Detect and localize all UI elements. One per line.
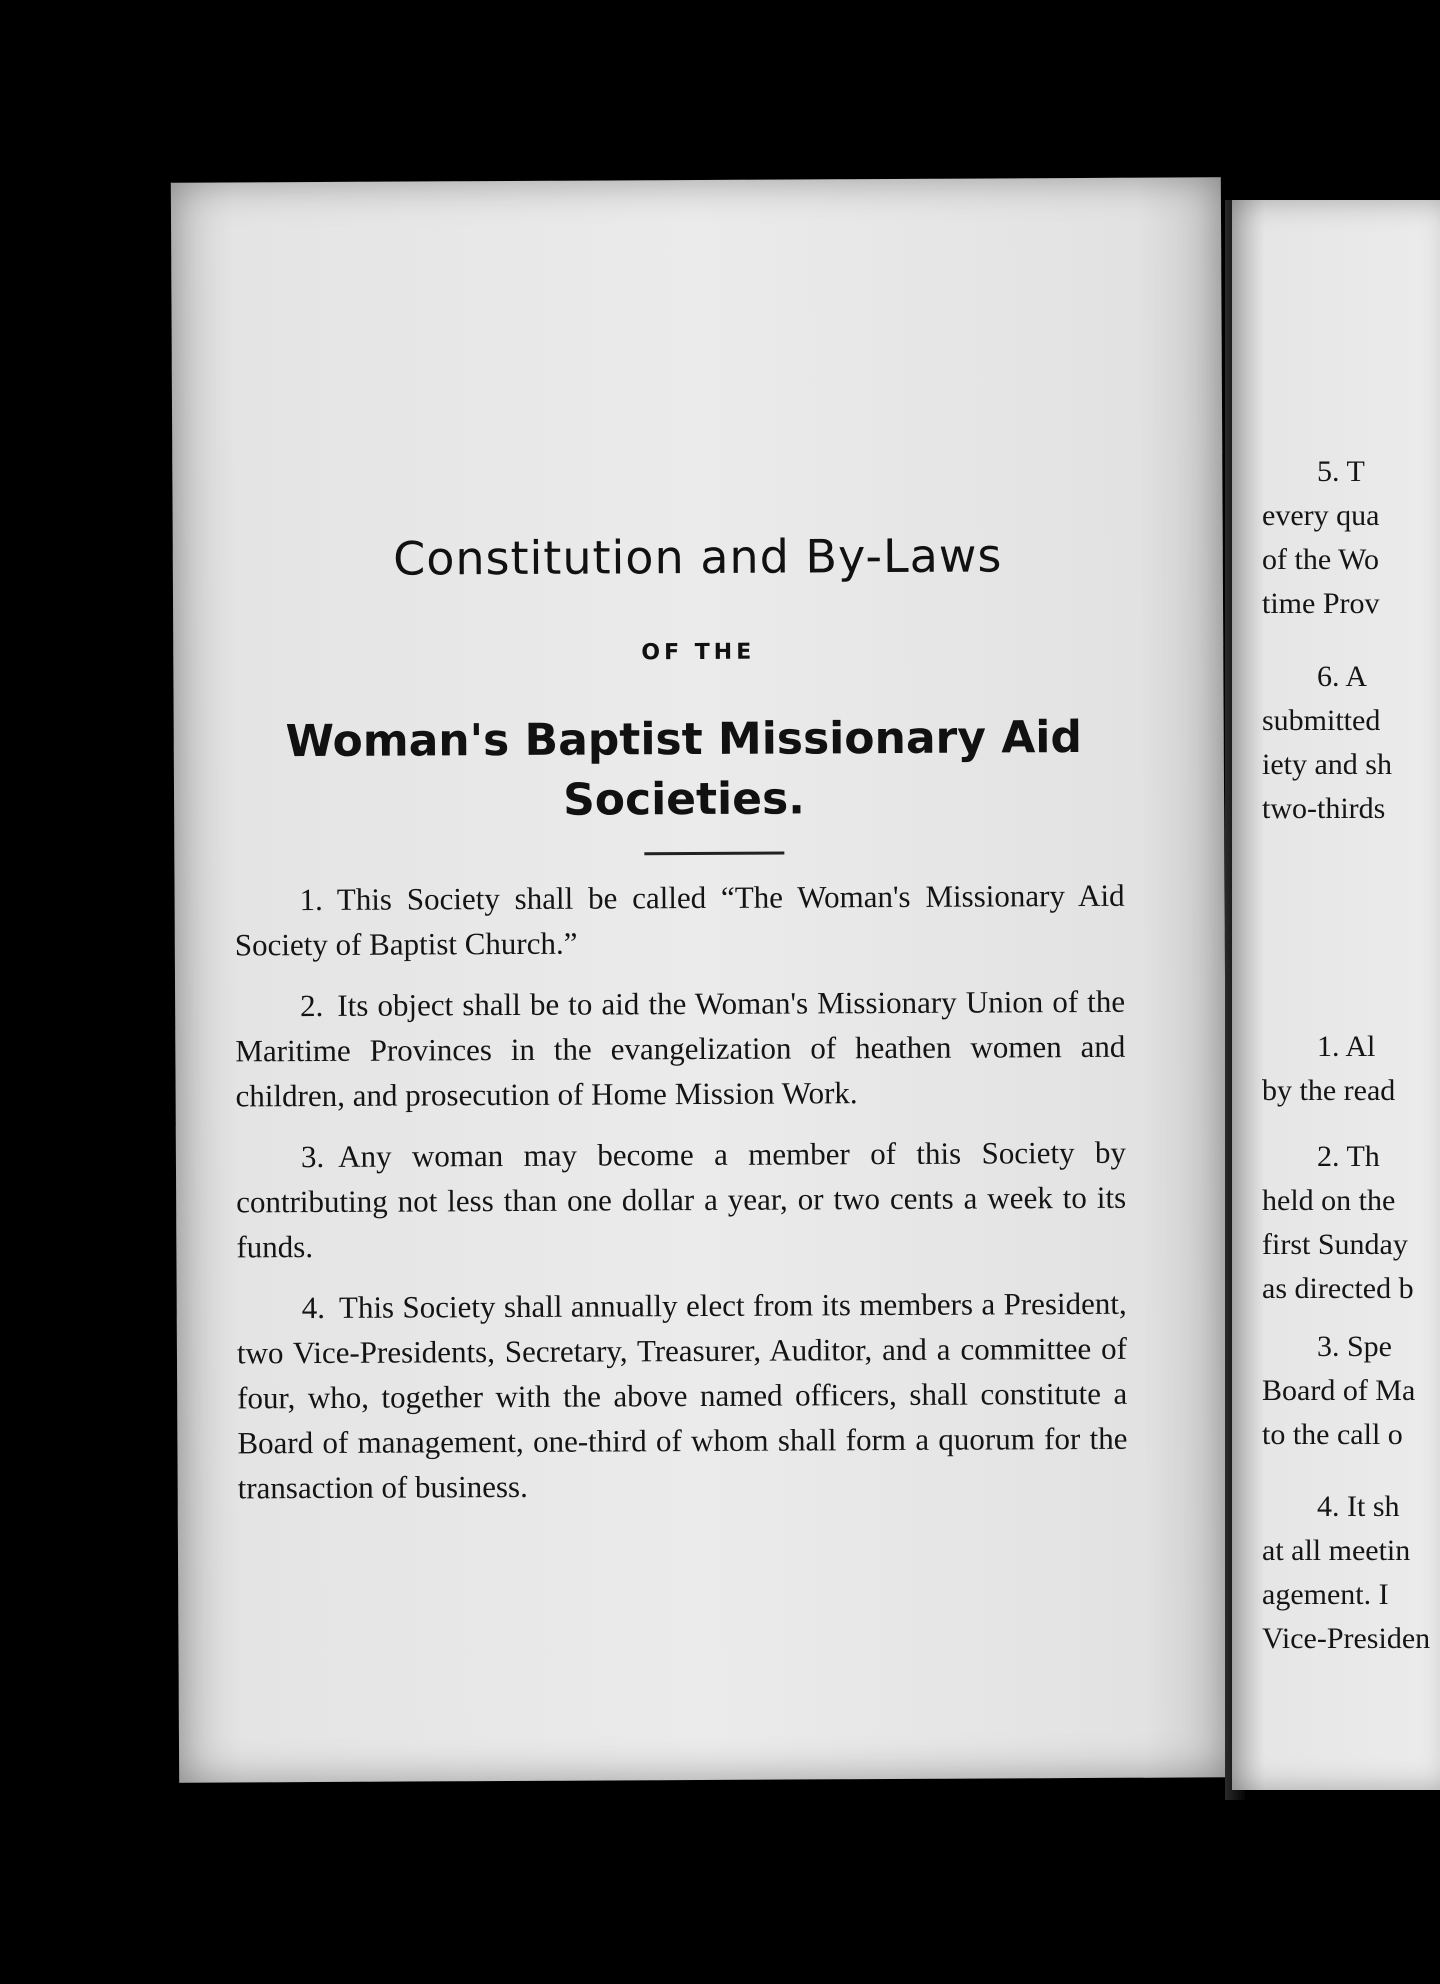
- right-block-5: [1262, 1325, 1415, 1457]
- article-number: 1.: [299, 881, 323, 918]
- divider-rule: [644, 852, 784, 856]
- articles: [234, 873, 1127, 1527]
- document-subtitle: OF THE: [641, 639, 756, 666]
- text-line: agement. I: [1262, 1578, 1389, 1611]
- right-block-3: [1262, 1025, 1395, 1113]
- right-block-1: [1262, 450, 1380, 626]
- right-page-fragment: [1232, 200, 1440, 1790]
- left-page: [171, 177, 1229, 1782]
- text-line: 3. Spe: [1317, 1330, 1392, 1363]
- text-line: 1. Al: [1317, 1030, 1376, 1063]
- text-line: Vice-Presiden: [1262, 1622, 1431, 1655]
- article-text: This Society shall be called “The Woman's Missionary Aid Society of Baptist Church.”: [234, 877, 1125, 963]
- text-line: as directed b: [1262, 1272, 1414, 1305]
- organization-name: Woman's Baptist Missionary Aid Societies.: [285, 711, 1083, 826]
- text-line: 2. Th: [1317, 1140, 1380, 1173]
- document-title: Constitution and By-Laws: [393, 528, 1003, 586]
- article-text: This Society shall annually elect from its members a President, two Vice-Presidents, Secretary, Treasurer, Auditor, and a committee of four, who, together with the above named officers, shall constitute a Board of management, one-third of whom shall form a quorum for the transaction of business.: [236, 1285, 1128, 1506]
- article-2: [235, 979, 1126, 1119]
- right-block-2: [1262, 655, 1392, 831]
- text-line: every qua: [1262, 499, 1380, 532]
- text-line: 6. A: [1317, 660, 1368, 693]
- text-line: held on the: [1262, 1184, 1396, 1217]
- article-number: 2.: [300, 987, 324, 1024]
- article-number: 4.: [301, 1289, 326, 1326]
- article-1: [234, 873, 1124, 968]
- right-block-4: [1262, 1135, 1414, 1311]
- text-line: two-thirds: [1262, 792, 1386, 825]
- text-line: iety and sh: [1262, 748, 1392, 781]
- text-line: by the read: [1262, 1074, 1396, 1107]
- right-block-6: [1262, 1485, 1430, 1661]
- article-number: 3.: [300, 1138, 325, 1175]
- text-line: 5. T: [1317, 455, 1365, 488]
- text-line: at all meetin: [1262, 1534, 1411, 1567]
- text-line: submitted: [1262, 704, 1381, 737]
- text-line: time Prov: [1262, 587, 1380, 620]
- text-line: first Sunday: [1262, 1228, 1408, 1261]
- article-4: [237, 1281, 1128, 1511]
- article-text: Its object shall be to aid the Woman's Missionary Union of the Maritime Provinces in the evangelization of heathen women and children, and prosecution of Home Mission Work.: [235, 983, 1126, 1114]
- text-line: Board of Ma: [1262, 1374, 1416, 1407]
- text-line: of the Wo: [1262, 543, 1380, 576]
- article-3: [236, 1130, 1127, 1270]
- article-text: Any woman may become a member of this Society by contributing not less than one dollar a year, or two cents a week to its funds.: [236, 1134, 1127, 1265]
- text-line: 4. It sh: [1317, 1490, 1400, 1523]
- text-line: to the call o: [1262, 1418, 1403, 1451]
